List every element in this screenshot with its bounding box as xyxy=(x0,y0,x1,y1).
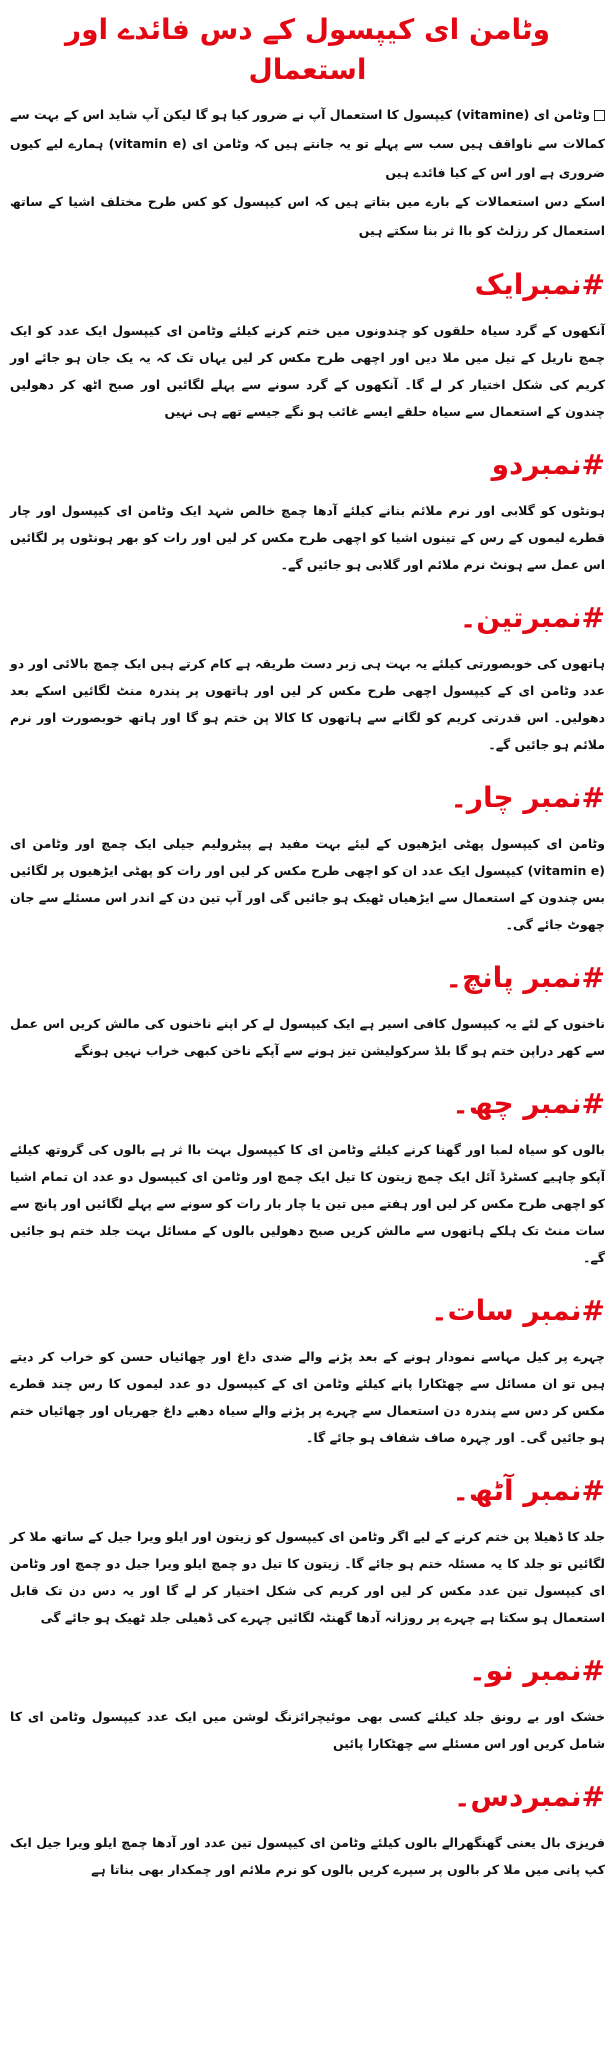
section-text: ہونٹوں کو گلابی اور نرم ملائم بنانے کیلئے آدھا چمچ خالص شہد ایک وٹامن ای کیپسول اور چار قطرے لیموں کے رس کے تینوں اشیا کو اچھی طرح مکس کر لیں اور رات کو بھر ہونٹوں پر لگائیں اس عمل سے ہونٹ نرم ملائم اور گلابی ہو جائیں گے۔ xyxy=(10,503,605,572)
section-heading: #نمبر آٹھ۔ xyxy=(452,1474,605,1507)
section-4 xyxy=(10,778,605,938)
section-text: بالوں کو سیاہ لمبا اور گھنا کرنے کیلئے وٹامن ای کا کیپسول بہت باا ثر ہے بالوں کی گروتھ کیلئے آپکو چاہیے کسٹرڈ آئل ایک چمچ زیتون کا تیل ایک چمچ اور وٹامن ای کیپسول دو عدد ان تمام اشیا کو اچھی طرح مکس کر لیں اور ہفتے میں تین یا چار بار رات کو سونے سے پہلے لگائیں اور پانچ سے سات منٹ تک ہلکے ہاتھوں سے مالش کریں صبح دھولیں بالوں کے مسائل بہت جلد ختم ہو جائیں گے۔ xyxy=(10,1142,605,1265)
section-text: جلد کا ڈھیلا پن ختم کرنے کے لیے اگر وٹامن ای کیپسول کو زیتون اور ایلو ویرا جیل کے ساتھ ملا کر لگائیں تو جلد کا یہ مسئلہ ختم ہو جائے گا۔ زیتون کا تیل دو چمچ ایلو ویرا جیل دو چمچ اور وٹامن ای کیپسول تین عدد مکس کر لیں اور کریم کی شکل اختیار کر لے گا اور یہ دس دن تک قابل استعمال ہو سکتا ہے چہرے پر روزانہ آدھا گھنٹہ لگائیں چہرے کی ڈھیلی جلد ٹھیک ہو جائے گی xyxy=(10,1529,605,1625)
section-3 xyxy=(10,598,605,758)
section-text: فریزی بال یعنی گھنگھرالے بالوں کیلئے وٹامن ای کیپسول تین عدد اور آدھا چمچ ایلو ویرا جیل ایک کپ پانی میں ملا کر بالوں پر سپرے کریں بالوں کو نرم ملائم اور چمکدار بھی بناتا ہے xyxy=(10,1835,605,1877)
section-1 xyxy=(10,265,605,425)
section-10 xyxy=(10,1777,605,1883)
section-heading: #نمبر چار۔ xyxy=(450,781,605,814)
section-8 xyxy=(10,1471,605,1631)
section-heading: #نمبرایک xyxy=(474,268,605,301)
section-text: وٹامن ای کیپسول پھٹی ایڑھیوں کے لیئے بہت مفید ہے پیٹرولیم جیلی ایک چمچ اور وٹامن ای (vitamin e) کیپسول ایک عدد ان کو اچھی طرح مکس کر لیں اور رات کو پھٹی ایڑھیوں پر لگائیں بس چندون کے استعمال سے ایڑھیاں ٹھیک ہو جائیں گی اور آپ تین دن کے اندر اس مسئلے سے جان چھوٹ جائے گی۔ xyxy=(10,836,605,932)
section-text: ناخنوں کے لئے یہ کیپسول کافی اسیر ہے ایک کیپسول لے کر اپنے ناخنوں کی مالش کریں اس عمل سے کھر دراپن ختم ہو گا بلڈ سرکولیشن تیز ہونے سے آپکے ناخن کبھی خراب نہیں ہونگے xyxy=(10,1016,605,1058)
section-heading: #نمبردو xyxy=(491,448,605,481)
section-text: آنکھوں کے گرد سیاہ حلقوں کو چندونوں میں ختم کرنے کیلئے وٹامن ای کیپسول ایک عدد کو ایک چمچ ناریل کے تیل میں ملا دیں اور اچھی طرح مکس کر لیں یہاں تک کہ یہ یک جان ہو جائے اور کریم کی شکل اختیار کر لے گا۔ آنکھوں کے گرد سونے سے پہلے لگائیں اور صبح اٹھ کر دھولیں چندون کے استعمال سے سیاہ حلقے ایسے غائب ہو نگے جیسے تھے ہی نہیں xyxy=(10,323,605,419)
intro-paragraph xyxy=(10,100,605,187)
section-text: خشک اور بے رونق جلد کیلئے کسی بھی موئیچرائزنگ لوشن میں ایک عدد کیپسول وٹامن ای کا شامل کریں اور اس مسئلے سے چھٹکارا پائیں xyxy=(10,1709,605,1751)
section-5 xyxy=(10,958,605,1064)
section-heading: #نمبرتین۔ xyxy=(459,601,605,634)
section-text: چہرے پر کیل مہاسے نمودار ہونے کے بعد پڑنے والے ضدی داغ اور چھائیاں حسن کو خراب کر دیتے ہیں تو ان مسائل سے چھٹکارا پانے کیلئے وٹامن ای کے کیپسول دو عدد لیموں کا رس چند قطرے مکس کر دس سے پندرہ دن استعمال سے چہرے پر پڑنے والے سیاہ دھبے داغ جھریاں اور چھائیاں ختم ہو جائیں گی۔ اور چہرہ صاف شفاف ہو جائے گا۔ xyxy=(10,1349,605,1445)
section-heading: #نمبر سات۔ xyxy=(431,1294,605,1327)
section-6 xyxy=(10,1084,605,1271)
section-heading: #نمبر پانچ۔ xyxy=(445,961,605,994)
checkbox-glyph-icon xyxy=(594,110,605,121)
article-title: وٹامن ای کیپسول کے دس فائدے اور استعمال xyxy=(65,13,550,86)
section-9 xyxy=(10,1651,605,1757)
intro-paragraph: اسکے دس استعمالات کے بارے میں بتاتے ہیں کہ اس کیپسول کو کس طرح مختلف اشیا کے ساتھ استعمال کر رزلٹ کو باا ثر بنا سکتے ہیں xyxy=(10,194,605,238)
section-heading: #نمبر چھ۔ xyxy=(452,1087,605,1120)
section-7 xyxy=(10,1291,605,1451)
section-text: ہاتھوں کی خوبصورتی کیلئے یہ بہت ہی زبر دست طریقہ ہے کام کرتے ہیں ایک چمچ بالائی اور دو عدد وٹامن ای کے کیپسول اچھی طرح مکس کر لیں اور ہاتھوں پر پندرہ منٹ لگائیں اسکے بعد دھولیں۔ اس قدرتی کریم کو لگانے سے ہاتھوں کا کالا پن ختم ہو گا اور ہاتھ خوبصورت اور نرم ملائم ہو جائیں گے۔ xyxy=(10,656,605,752)
intro xyxy=(10,100,605,245)
section-heading: #نمبر نو۔ xyxy=(469,1654,605,1687)
section-heading: #نمبردس۔ xyxy=(453,1780,605,1813)
intro-text-1: وٹامن ای (vitamine) کیپسول کا استعمال آپ نے ضرور کیا ہو گا لیکن آپ شاید اس کے بہت سے کمالات سے ناواقف ہیں سب سے پہلے تو یہ جانتے ہیں کہ وٹامن ای (vitamin e) ہمارے لیے کیوں ضروری ہے اور اس کے کیا فائدے ہیں xyxy=(10,107,605,180)
section-2 xyxy=(10,445,605,578)
